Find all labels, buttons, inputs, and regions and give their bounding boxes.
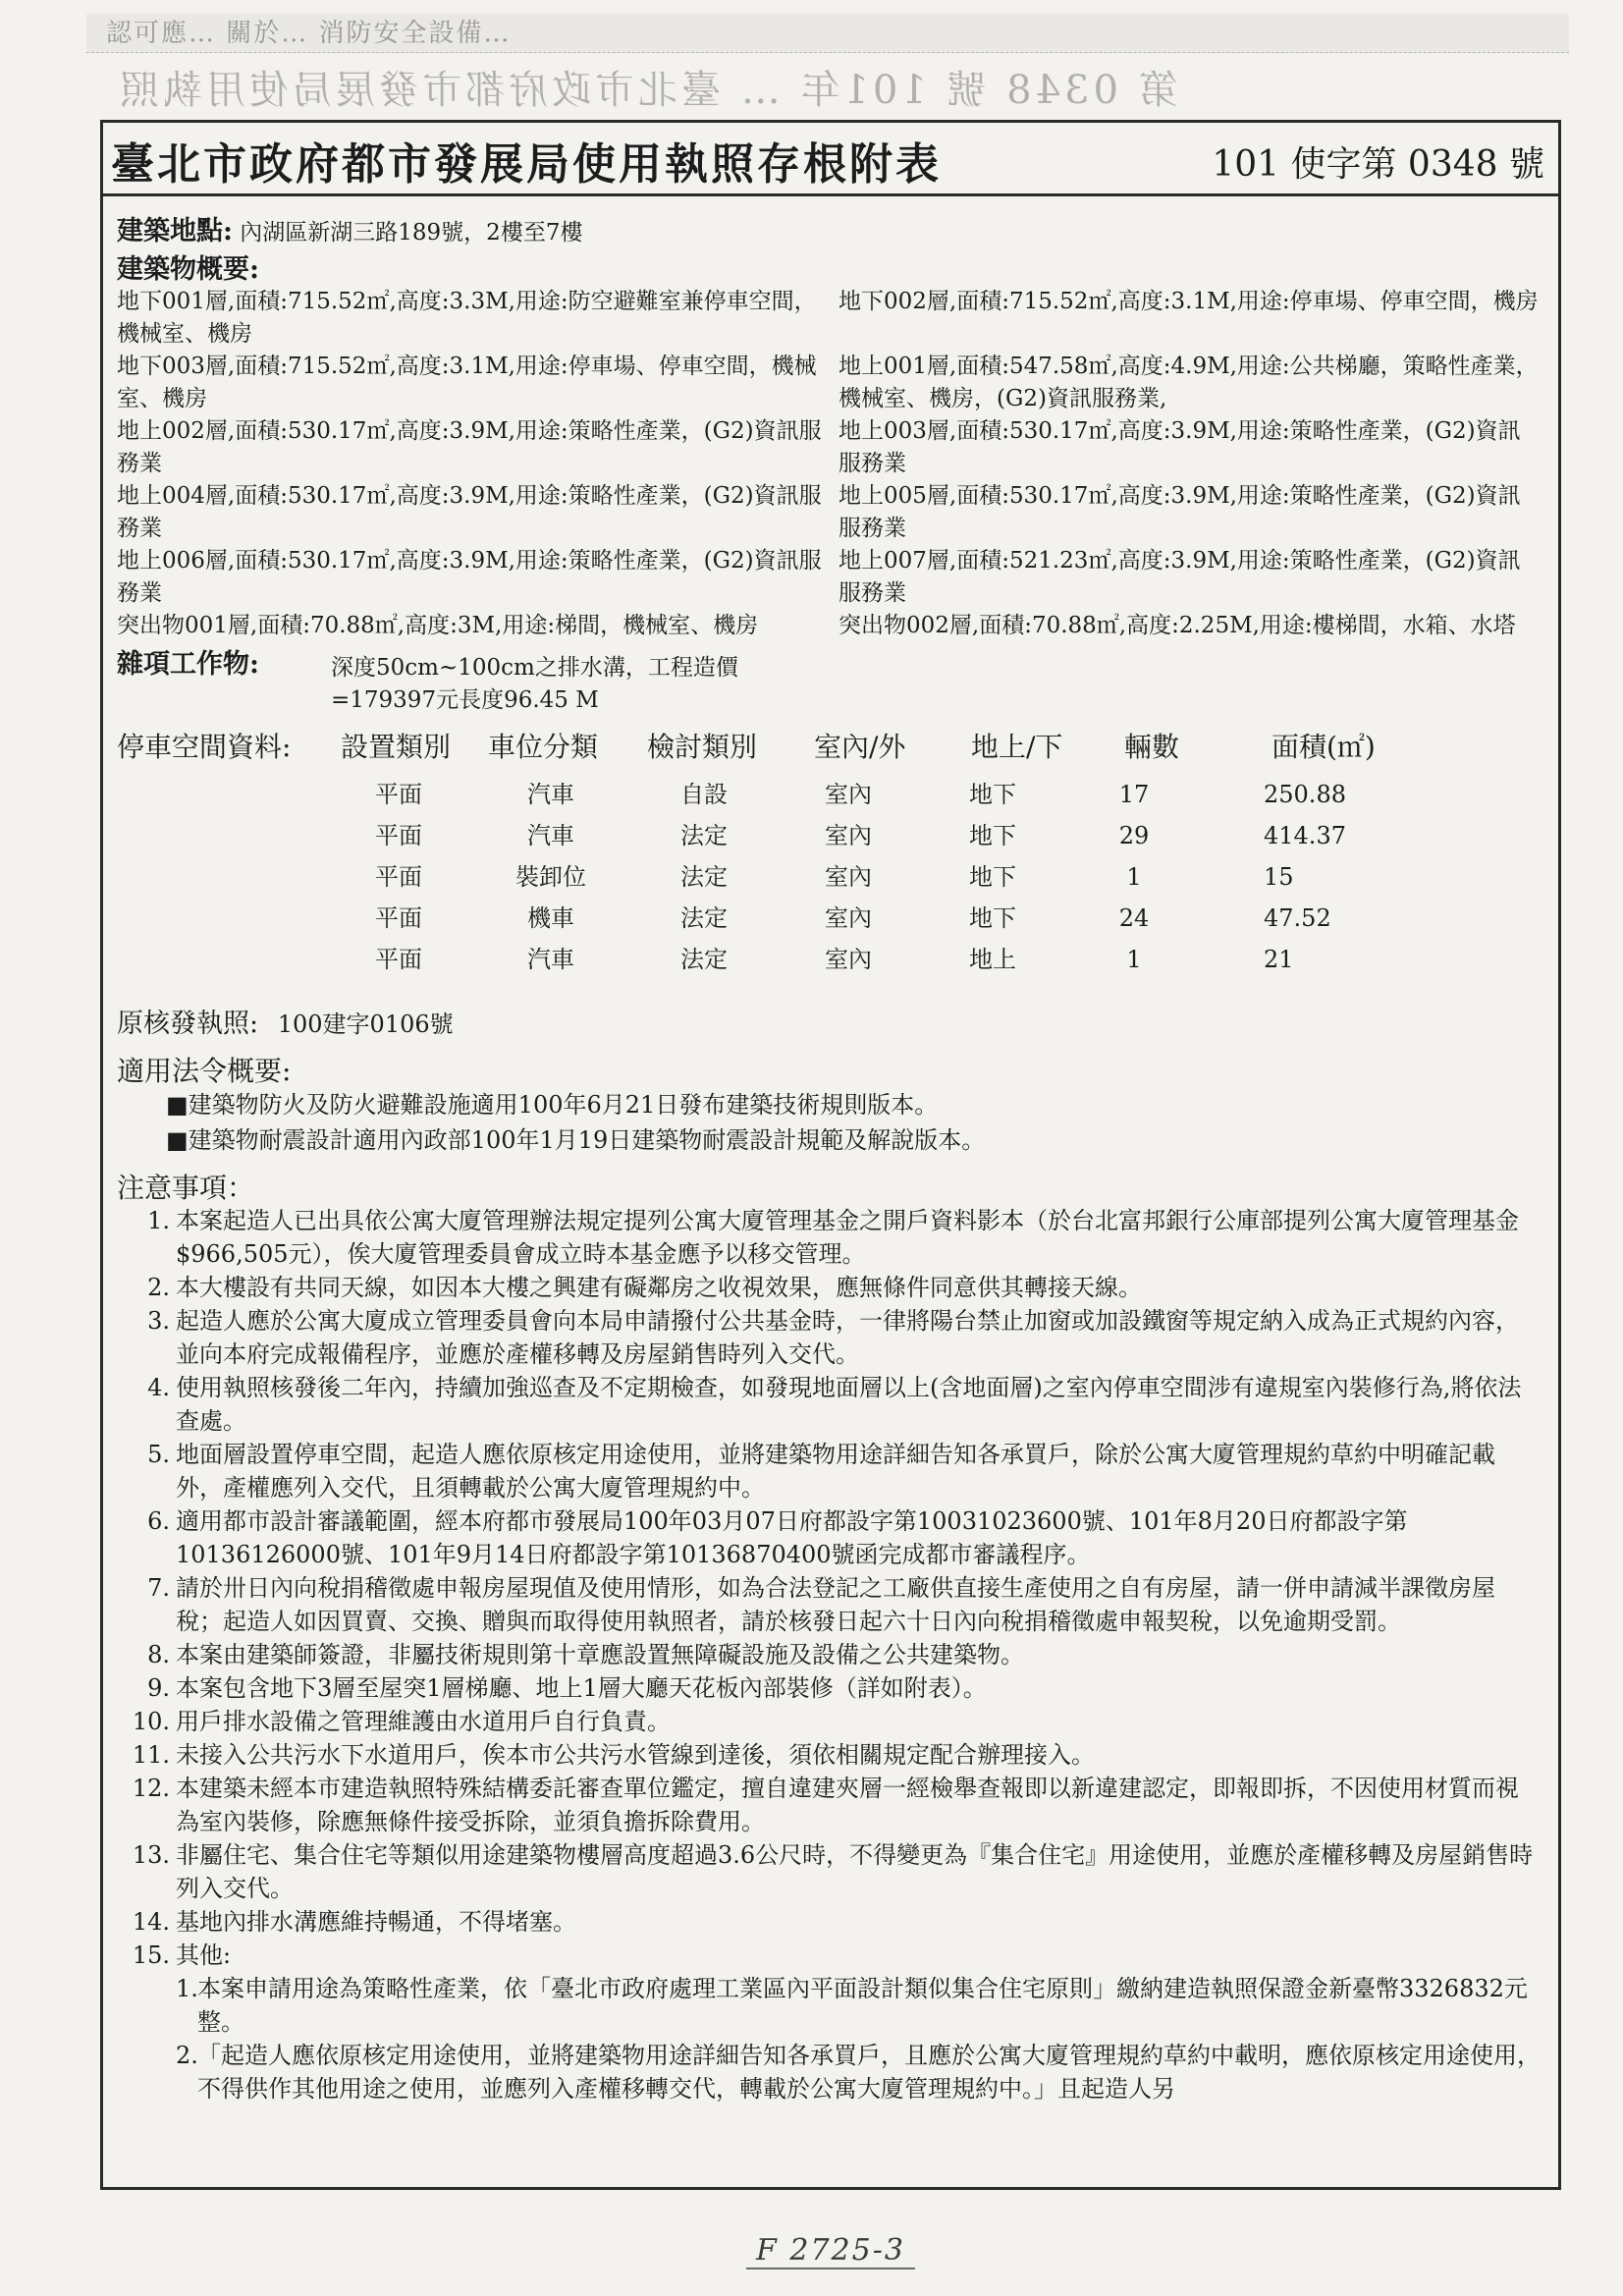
table-cell: 機車 bbox=[527, 903, 574, 932]
note-number: 3. bbox=[147, 1307, 170, 1335]
mirrored-bleed-through: 第 0348 號 101年 … 臺北市政府都市發展局使用執照 bbox=[116, 68, 1178, 113]
note-text: 本案由建築師簽證，非屬技術規則第十章應設置無障礙設施及設備之公共建築物。 bbox=[176, 1641, 1024, 1668]
floor-roof-1: 突出物001層,面積:70.88㎡,高度:3M,用途:梯間，機械室、機房 bbox=[117, 613, 759, 638]
parking-header: 室內/外 bbox=[814, 731, 906, 763]
note-number: 1. bbox=[147, 1207, 170, 1234]
table-row bbox=[117, 815, 1548, 856]
address-row bbox=[117, 215, 1548, 249]
parking-header-row bbox=[117, 731, 1548, 774]
list-item bbox=[117, 1571, 1548, 1638]
table-cell: 平面 bbox=[375, 821, 422, 849]
misc-works-row bbox=[117, 648, 1548, 717]
sub-note-number: 1. bbox=[176, 1975, 198, 2002]
floor-1: 地上001層,面積:547.58㎡,高度:4.9M,用途:公共梯廳，策略性產業，機械室、機房，(G2)資訊服務業, bbox=[839, 354, 1539, 411]
note-number: 4. bbox=[147, 1374, 170, 1401]
parking-header: 車位分類 bbox=[488, 731, 599, 763]
sub-note-text: 「起造人應依原核定用途使用，並將建築物用途詳細告知各承買戶，且應於公寓大廈管理規約草約中載明，應依原核定用途使用，不得供作其他用途之使用，並應列入產權移轉交代，轉載於公寓大廈管理規約中。」且起造人另 bbox=[197, 2042, 1541, 2103]
note-number: 14. bbox=[132, 1908, 170, 1936]
table-cell: 地下 bbox=[969, 903, 1016, 932]
table-cell: 地下 bbox=[969, 780, 1016, 808]
note-text: 本建築未經本市建造執照特殊結構委託審查單位鑑定，擅自違建夾層一經檢舉查報即以新違建認定，即報即拆，不因使用材質而視為室內裝修，除應無條件接受拆除，並須負擔拆除費用。 bbox=[176, 1775, 1519, 1835]
table-cell: 250.88 bbox=[1264, 780, 1346, 808]
table-cell: 汽車 bbox=[527, 945, 574, 973]
note-text: 起造人應於公寓大廈成立管理委員會向本局申請撥付公共基金時，一律將陽台禁止加窗或加設鐵窗等規定納入成為正式規約內容，並向本府完成報備程序，並應於產權移轉及房屋銷售時列入交代。 bbox=[176, 1307, 1519, 1368]
table-cell: 汽車 bbox=[527, 821, 574, 849]
parking-section bbox=[117, 731, 1548, 980]
parking-label: 停車空間資料: bbox=[117, 731, 292, 763]
table-cell: 自設 bbox=[680, 780, 728, 808]
note-text: 請於卅日內向稅捐稽徵處申報房屋現值及使用情形，如為合法登記之工廠供直接生產使用之自有房屋，請一併申請減半課徵房屋稅；起造人如因買賣、交換、贈與而取得使用執照者，請於核發日起六十日內向稅捐稽徵處申報契稅，以免逾期受罰。 bbox=[176, 1574, 1495, 1635]
laws-section bbox=[117, 1055, 1548, 1158]
table-row bbox=[117, 898, 1548, 939]
note-number: 7. bbox=[147, 1574, 170, 1602]
laws-label: 適用法令概要: bbox=[117, 1055, 292, 1087]
parking-header: 設置類別 bbox=[341, 731, 452, 763]
table-cell: 室內 bbox=[825, 862, 872, 891]
list-item bbox=[117, 1504, 1548, 1571]
table-cell: 15 bbox=[1264, 862, 1294, 891]
parking-header: 面積(㎡) bbox=[1271, 731, 1376, 763]
law-item: ■建築物耐震設計適用內政部100年1月19日建築物耐震設計規範及解說版本。 bbox=[166, 1126, 986, 1154]
list-item bbox=[117, 1271, 1548, 1304]
table-cell: 汽車 bbox=[527, 780, 574, 808]
table-cell: 法定 bbox=[680, 821, 728, 849]
note-number: 9. bbox=[147, 1674, 170, 1702]
table-cell: 414.37 bbox=[1264, 821, 1346, 849]
list-item bbox=[117, 1838, 1548, 1905]
table-row bbox=[117, 939, 1548, 980]
parking-header: 地上/下 bbox=[971, 731, 1063, 763]
table-cell: 室內 bbox=[825, 780, 872, 808]
note-text: 未接入公共污水下水道用戶，俟本市公共污水管線到達後，須依相關規定配合辦理接入。 bbox=[176, 1741, 1095, 1769]
address-label: 建築地點: bbox=[117, 216, 233, 246]
table-cell: 地下 bbox=[969, 821, 1016, 849]
table-cell: 法定 bbox=[680, 862, 728, 891]
document-header bbox=[103, 123, 1558, 196]
law-item: ■建築物防火及防火避難設施適用100年6月21日發布建築技術規則版本。 bbox=[166, 1091, 939, 1119]
document-frame bbox=[100, 120, 1561, 2190]
floor-2: 地上002層,面積:530.17㎡,高度:3.9M,用途:策略性產業，(G2)資訊服務業 bbox=[117, 418, 822, 476]
table-cell: 1 bbox=[1126, 862, 1142, 891]
permit-number: 101 使字第 0348 號 bbox=[1212, 144, 1544, 185]
note-number: 2. bbox=[147, 1274, 170, 1301]
table-cell: 17 bbox=[1118, 780, 1150, 808]
floor-b1: 地下001層,面積:715.52㎡,高度:3.3M,用途:防空避難室兼停車空間，機械室、機房 bbox=[117, 289, 817, 347]
notes-label: 注意事項： bbox=[117, 1172, 255, 1204]
note-text: 其他: bbox=[176, 1941, 232, 1969]
list-item bbox=[117, 2039, 1548, 2105]
table-cell: 21 bbox=[1264, 945, 1294, 973]
floor-b2: 地下002層,面積:715.52㎡,高度:3.1M,用途:停車場、停車空間，機房 bbox=[839, 289, 1539, 314]
list-item bbox=[117, 1671, 1548, 1705]
original-permit-label: 原核發執照: bbox=[117, 1009, 259, 1039]
list-item bbox=[117, 1772, 1548, 1838]
floor-5: 地上005層,面積:530.17㎡,高度:3.9M,用途:策略性產業，(G2)資訊服務業 bbox=[839, 483, 1521, 541]
note-number: 10. bbox=[132, 1708, 170, 1735]
list-item bbox=[117, 1939, 1548, 1972]
note-text: 本大樓設有共同天線，如因本大樓之興建有礙鄰房之收視效果，應無條件同意供其轉接天線。 bbox=[176, 1274, 1142, 1301]
table-cell: 地上 bbox=[969, 945, 1016, 973]
notes-section bbox=[117, 1172, 1548, 2105]
table-cell: 法定 bbox=[680, 945, 728, 973]
overview-label: 建築物概要: bbox=[117, 254, 259, 285]
page-stamp: F 2725-3 bbox=[746, 2233, 915, 2269]
floor-7: 地上007層,面積:521.23㎡,高度:3.9M,用途:策略性產業，(G2)資訊服務業 bbox=[839, 548, 1521, 606]
note-number: 8. bbox=[147, 1641, 170, 1668]
table-cell: 平面 bbox=[375, 903, 422, 932]
floor-roof-2: 突出物002層,面積:70.88㎡,高度:2.25M,用途:樓梯間，水箱、水塔 bbox=[839, 613, 1516, 638]
overview-section bbox=[117, 253, 1548, 642]
table-cell: 室內 bbox=[825, 945, 872, 973]
list-item bbox=[117, 1905, 1548, 1939]
table-cell: 室內 bbox=[825, 903, 872, 932]
table-cell: 平面 bbox=[375, 780, 422, 808]
note-text: 使用執照核發後二年內，持續加強巡查及不定期檢查，如發現地面層以上(含地面層)之室內停車空間涉有違規室內裝修行為,將依法查處。 bbox=[176, 1374, 1522, 1435]
table-cell: 29 bbox=[1118, 821, 1150, 849]
parking-header: 檢討類別 bbox=[647, 731, 758, 763]
document-body bbox=[117, 215, 1548, 2105]
original-permit-value: 100建字0106號 bbox=[277, 1011, 454, 1038]
floor-grid bbox=[117, 286, 1548, 642]
list-item bbox=[117, 1972, 1548, 2039]
note-text: 本案包含地下3層至屋突1層梯廳、地上1層大廳天花板內部裝修（詳如附表）。 bbox=[176, 1674, 987, 1702]
document-title: 臺北市政府都市發展局使用執照存根附表 bbox=[111, 139, 942, 190]
table-cell: 平面 bbox=[375, 945, 422, 973]
list-item bbox=[117, 1371, 1548, 1438]
floor-b3: 地下003層,面積:715.52㎡,高度:3.1M,用途:停車場、停車空間，機械室、機房 bbox=[117, 354, 817, 411]
table-cell: 47.52 bbox=[1264, 903, 1331, 932]
bleed-through-strip: 認可應… 關於… 消防安全設備… bbox=[86, 14, 1569, 53]
note-text: 基地內排水溝應維持暢通，不得堵塞。 bbox=[176, 1908, 576, 1936]
note-number: 6. bbox=[147, 1507, 170, 1535]
table-cell: 地下 bbox=[969, 862, 1016, 891]
table-row bbox=[117, 856, 1548, 898]
table-cell: 裝卸位 bbox=[515, 862, 586, 891]
note-number: 13. bbox=[132, 1841, 170, 1869]
list-item bbox=[117, 1438, 1548, 1504]
floor-6: 地上006層,面積:530.17㎡,高度:3.9M,用途:策略性產業，(G2)資訊服務業 bbox=[117, 548, 822, 606]
list-item bbox=[117, 1304, 1548, 1371]
floor-4: 地上004層,面積:530.17㎡,高度:3.9M,用途:策略性產業，(G2)資訊服務業 bbox=[117, 483, 822, 541]
original-permit-row bbox=[117, 1008, 1548, 1041]
table-cell: 法定 bbox=[680, 903, 728, 932]
list-item bbox=[117, 1738, 1548, 1772]
table-cell: 24 bbox=[1118, 903, 1150, 932]
table-cell: 平面 bbox=[375, 862, 422, 891]
parking-header: 輛數 bbox=[1124, 731, 1180, 763]
note-text: 適用都市設計審議範圍，經本府都市發展局100年03月07日府都設字第10031023600號、101年8月20日府都設字第10136126000號、101年9月14日府都設字第10136870400號函完成都市審議程序。 bbox=[176, 1507, 1408, 1568]
misc-works-value: 深度50cm~100cm之排水溝，工程造價=179397元長度96.45 M bbox=[331, 655, 738, 713]
note-number: 15. bbox=[132, 1941, 170, 1969]
note-text: 非屬住宅、集合住宅等類似用途建築物樓層高度超過3.6公尺時，不得變更為『集合住宅』用途使用，並應於產權移轉及房屋銷售時列入交代。 bbox=[176, 1841, 1534, 1902]
note-number: 11. bbox=[132, 1741, 170, 1769]
note-number: 5. bbox=[147, 1441, 170, 1468]
note-text: 本案起造人已出具依公寓大廈管理辦法規定提列公寓大廈管理基金之開戶資料影本（於台北富邦銀行公庫部提列公寓大廈管理基金$966,505元），俟大廈管理委員會成立時本基金應予以移交管理。 bbox=[176, 1207, 1519, 1268]
table-cell: 室內 bbox=[825, 821, 872, 849]
sub-note-text: 本案申請用途為策略性產業，依「臺北市政府處理工業區內平面設計類似集合住宅原則」繳納建造執照保證金新臺幣3326832元整。 bbox=[197, 1975, 1528, 2036]
table-row bbox=[117, 774, 1548, 815]
sub-note-number: 2. bbox=[176, 2042, 198, 2069]
list-item bbox=[117, 1638, 1548, 1671]
note-text: 地面層設置停車空間，起造人應依原核定用途使用，並將建築物用途詳細告知各承買戶，除於公寓大廈管理規約草約中明確記載外，產權應列入交代，且須轉載於公寓大廈管理規約中。 bbox=[176, 1441, 1495, 1502]
note-text: 用戶排水設備之管理維護由水道用戶自行負責。 bbox=[176, 1708, 671, 1735]
note-number: 12. bbox=[132, 1775, 170, 1802]
address-value: 內湖區新湖三路189號，2樓至7樓 bbox=[240, 220, 583, 246]
floor-3: 地上003層,面積:530.17㎡,高度:3.9M,用途:策略性產業，(G2)資訊服務業 bbox=[839, 418, 1521, 476]
list-item bbox=[117, 1204, 1548, 1271]
list-item bbox=[117, 1705, 1548, 1738]
table-cell: 1 bbox=[1126, 945, 1142, 973]
misc-works-label: 雜項工作物: bbox=[117, 649, 259, 680]
